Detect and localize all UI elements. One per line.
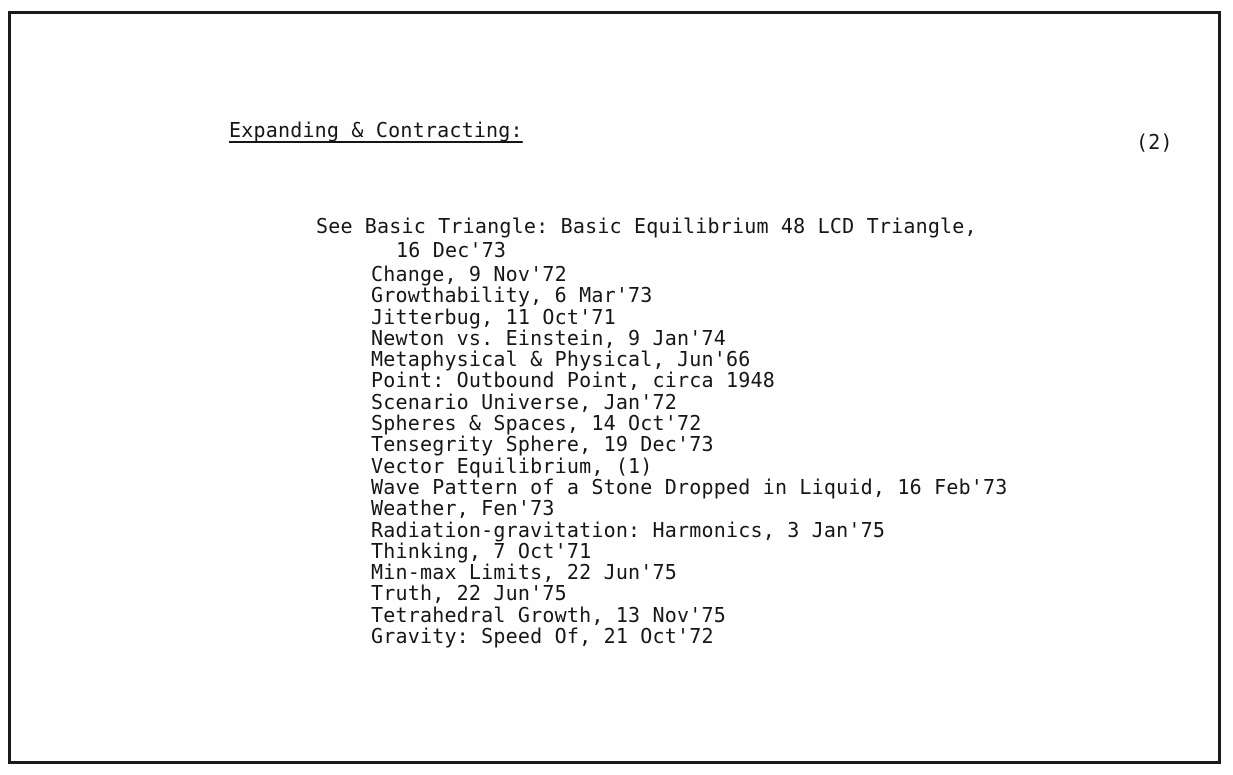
index-card xyxy=(8,11,1221,764)
list-item: Newton vs. Einstein, 9 Jan'74 xyxy=(371,325,726,350)
see-label: See xyxy=(316,214,353,238)
list-item: Radiation-gravitation: Harmonics, 3 Jan'75 xyxy=(371,517,886,542)
list-item: Wave Pattern of a Stone Dropped in Liquid, 16 Feb'73 xyxy=(371,474,1008,499)
list-item: Truth, 22 Jun'75 xyxy=(371,581,567,606)
list-item: Spheres & Spaces, 14 Oct'72 xyxy=(371,411,702,436)
list-item: Metaphysical & Physical, Jun'66 xyxy=(371,347,751,372)
list-item: Growthability, 6 Mar'73 xyxy=(371,283,653,308)
list-item: Change, 9 Nov'72 xyxy=(371,262,567,286)
first-entry-line2: 16 Dec'73 xyxy=(396,238,507,262)
see-reference xyxy=(316,214,977,262)
card-heading: Expanding & Contracting: xyxy=(229,118,523,142)
list-item: Jitterbug, 11 Oct'71 xyxy=(371,304,616,329)
list-item: Scenario Universe, Jan'72 xyxy=(371,389,678,414)
page-number: (2) xyxy=(1136,130,1173,154)
list-item: Min-max Limits, 22 Jun'75 xyxy=(371,560,678,585)
first-entry-line1: Basic Triangle: Basic Equilibrium 48 LCD Triangle, xyxy=(364,214,977,238)
list-item: Tensegrity Sphere, 19 Dec'73 xyxy=(371,432,714,457)
reference-list xyxy=(371,264,1008,647)
list-item: Point: Outbound Point, circa 1948 xyxy=(371,368,775,393)
list-item: Vector Equilibrium, (1) xyxy=(371,453,653,478)
list-item: Thinking, 7 Oct'71 xyxy=(371,538,592,563)
list-item: Weather, Fen'73 xyxy=(371,496,555,521)
list-item: Gravity: Speed Of, 21 Oct'72 xyxy=(371,624,714,649)
list-item: Tetrahedral Growth, 13 Nov'75 xyxy=(371,602,726,627)
